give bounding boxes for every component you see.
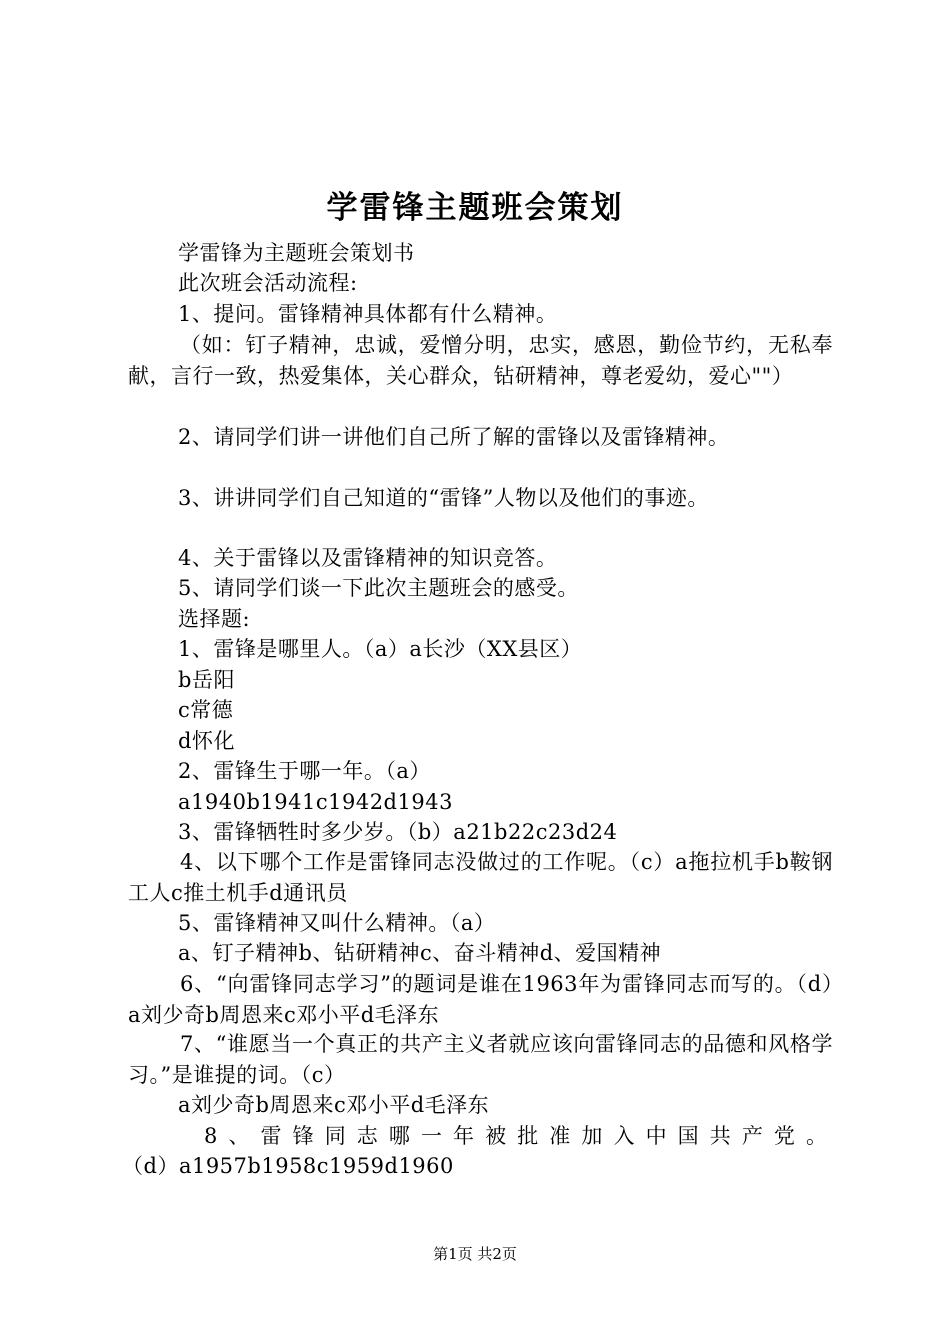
paragraph: 1、提问。雷锋精神具体都有什么精神。 [178,302,558,326]
paragraph: 8、雷锋同志哪一年被批准加入中国共产党。 [204,1124,833,1148]
paragraph: a1940b1941c1942d1943 [178,790,453,814]
paragraph: （如：钉子精神，忠诚，爱憎分明，忠实，感恩，勤俭节约，无私奉献，言行一致，热爱集体，关心群众，钻研精神，尊老爱幼，爱心""） [128,333,833,388]
paragraph: b岳阳 [178,668,235,692]
paragraph: 3、讲讲同学们自己知道的“雷锋”人物以及他们的事迹。 [178,486,709,510]
paragraph: 4、以下哪个工作是雷锋同志没做过的工作呢。（c）a拖拉机手b鞍钢工人c推土机手d通讯员 [128,850,833,905]
paragraph: 5、雷锋精神又叫什么精神。（a） [178,911,496,935]
paragraph: d怀化 [178,729,235,753]
paragraph: c常德 [178,698,234,722]
document-title: 学雷锋主题班会策划 [326,190,624,226]
page-footer: 第1页 共2页 [433,1245,517,1263]
paragraph: a、钉子精神b、钻研精神c、奋斗精神d、爱国精神 [178,941,662,965]
paragraph: 学雷锋为主题班会策划书 [178,241,415,265]
paragraph: 7、“谁愿当一个真正的共产主义者就应该向雷锋同志的品德和风格学习。”是谁提的词。（c） [128,1032,833,1087]
paragraph: 5、请同学们谈一下此次主题班会的感受。 [178,576,579,600]
paragraph: 4、关于雷锋以及雷锋精神的知识竞答。 [178,546,558,570]
paragraph: 2、雷锋生于哪一年。（a） [178,759,431,783]
paragraph: 选择题: [178,607,251,631]
paragraph: （d）a1957b1958c1959d1960 [122,1154,454,1178]
paragraph: a刘少奇b周恩来c邓小平d毛泽东 [178,1093,490,1117]
paragraph: 2、请同学们讲一讲他们自己所了解的雷锋以及雷锋精神。 [178,425,730,449]
paragraph: 3、雷锋牺牲时多少岁。（b）a21b22c23d24 [178,820,618,844]
paragraph: 6、“向雷锋同志学习”的题词是谁在1963年为雷锋同志而写的。（d）a刘少奇b周恩来c邓小平d毛泽东 [128,972,833,1027]
paragraph: 1、雷锋是哪里人。（a）a长沙（XX县区） [178,637,583,661]
paragraph: 此次班会活动流程: [178,271,358,295]
